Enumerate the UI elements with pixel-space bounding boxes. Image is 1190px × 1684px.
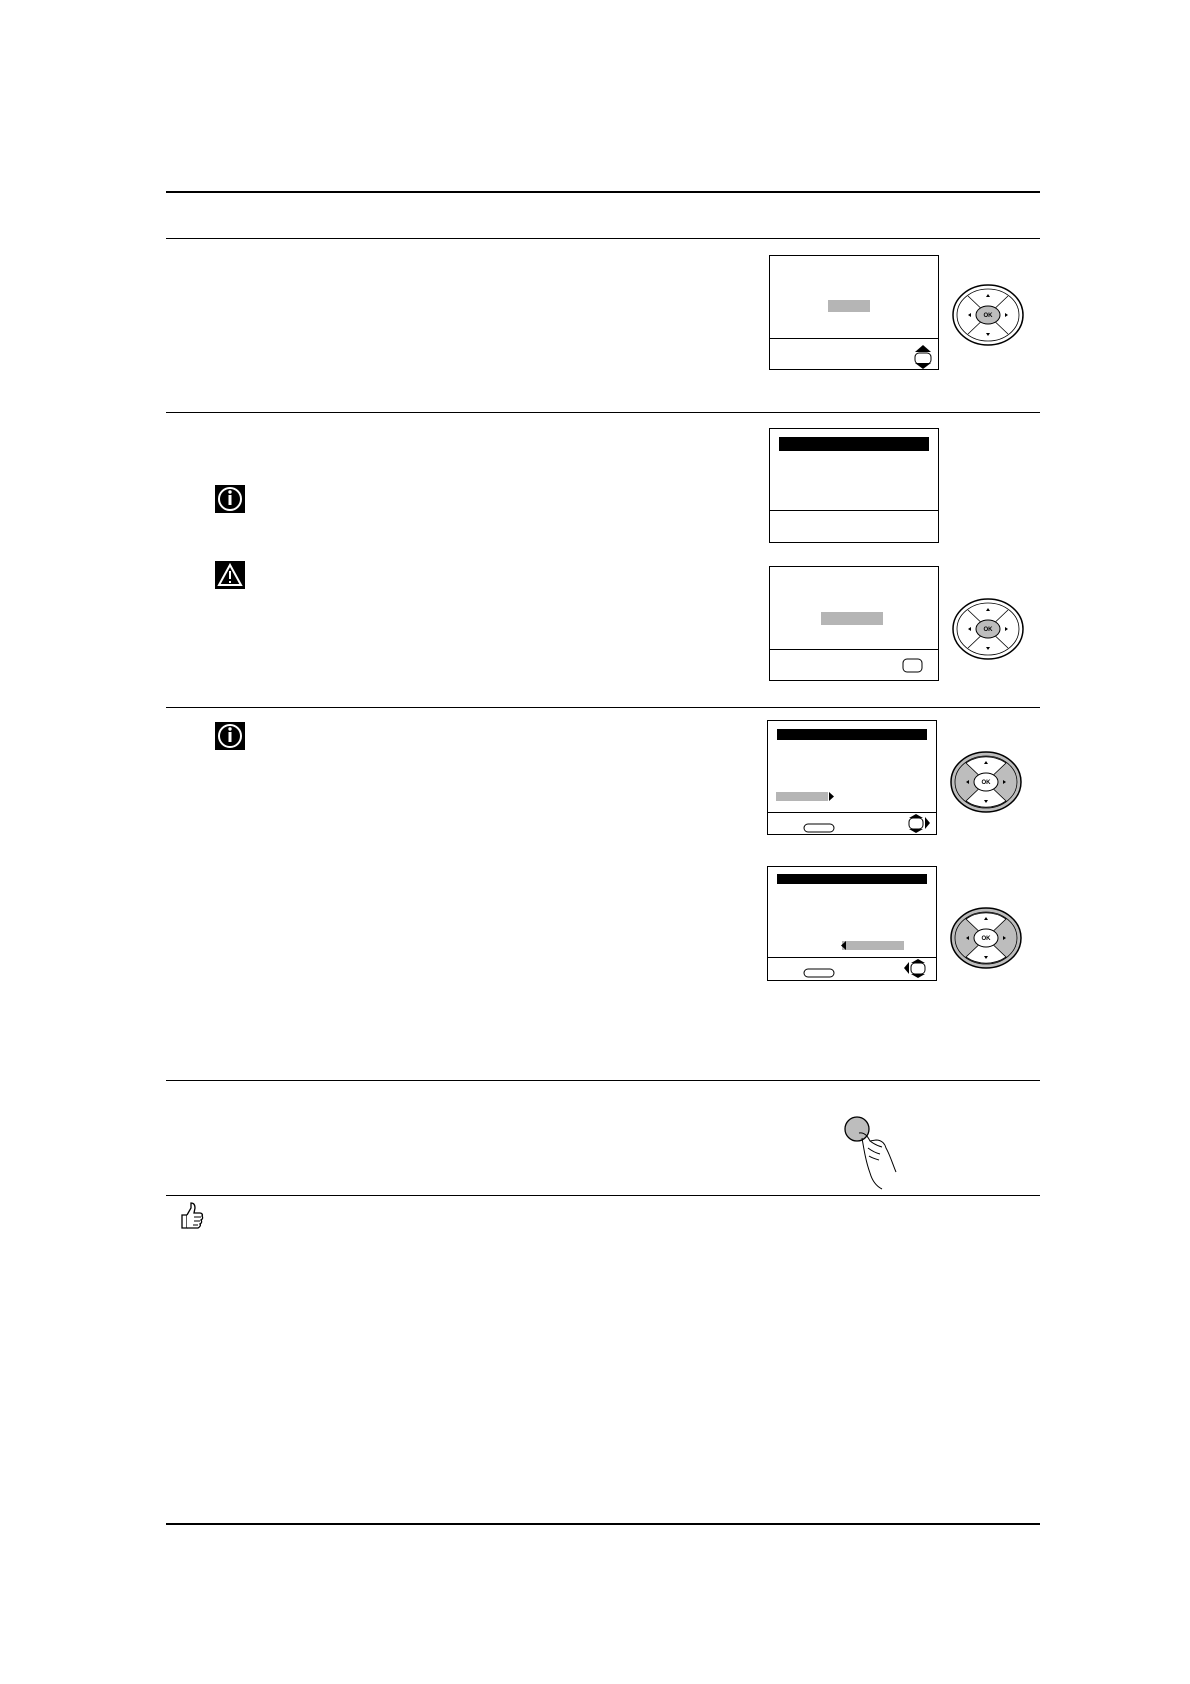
slider-bar [776, 792, 828, 801]
section-divider-5 [166, 1195, 1040, 1196]
tv-screen-2 [769, 428, 941, 544]
section-divider-2 [166, 412, 1040, 413]
ok-label: OK [981, 936, 991, 942]
remote-pad-2 [951, 597, 1025, 661]
warning-icon [215, 561, 245, 589]
ok-button-icon [903, 659, 922, 672]
ok-label: OK [981, 780, 991, 786]
info-icon [215, 485, 245, 513]
tv-screen-4 [767, 720, 939, 836]
thumbs-up-icon [178, 1201, 204, 1231]
tv-screen-1 [769, 255, 941, 371]
ok-button-icon [804, 969, 834, 977]
ok-button-icon [804, 824, 834, 832]
top-rule [166, 191, 1040, 193]
tv-screen-3 [769, 566, 941, 682]
hand-press-icon [838, 1110, 908, 1190]
tv-screen-5 [767, 866, 939, 982]
menu-title-bar [779, 437, 929, 451]
remote-pad-3 [949, 750, 1023, 814]
section-divider-1 [166, 238, 1040, 239]
highlight-bar [821, 612, 883, 625]
highlight-bar [828, 300, 870, 312]
ok-label: OK [983, 313, 993, 319]
menu-title-bar [777, 729, 927, 740]
bottom-rule [166, 1523, 1040, 1525]
remote-pad-4 [949, 906, 1023, 970]
menu-title-bar [777, 874, 927, 884]
section-divider-4 [166, 1080, 1040, 1081]
slider-bar [842, 941, 904, 950]
section-divider-3 [166, 707, 1040, 708]
info-icon [215, 722, 245, 750]
remote-pad-1 [951, 283, 1025, 347]
ok-label: OK [983, 627, 993, 633]
